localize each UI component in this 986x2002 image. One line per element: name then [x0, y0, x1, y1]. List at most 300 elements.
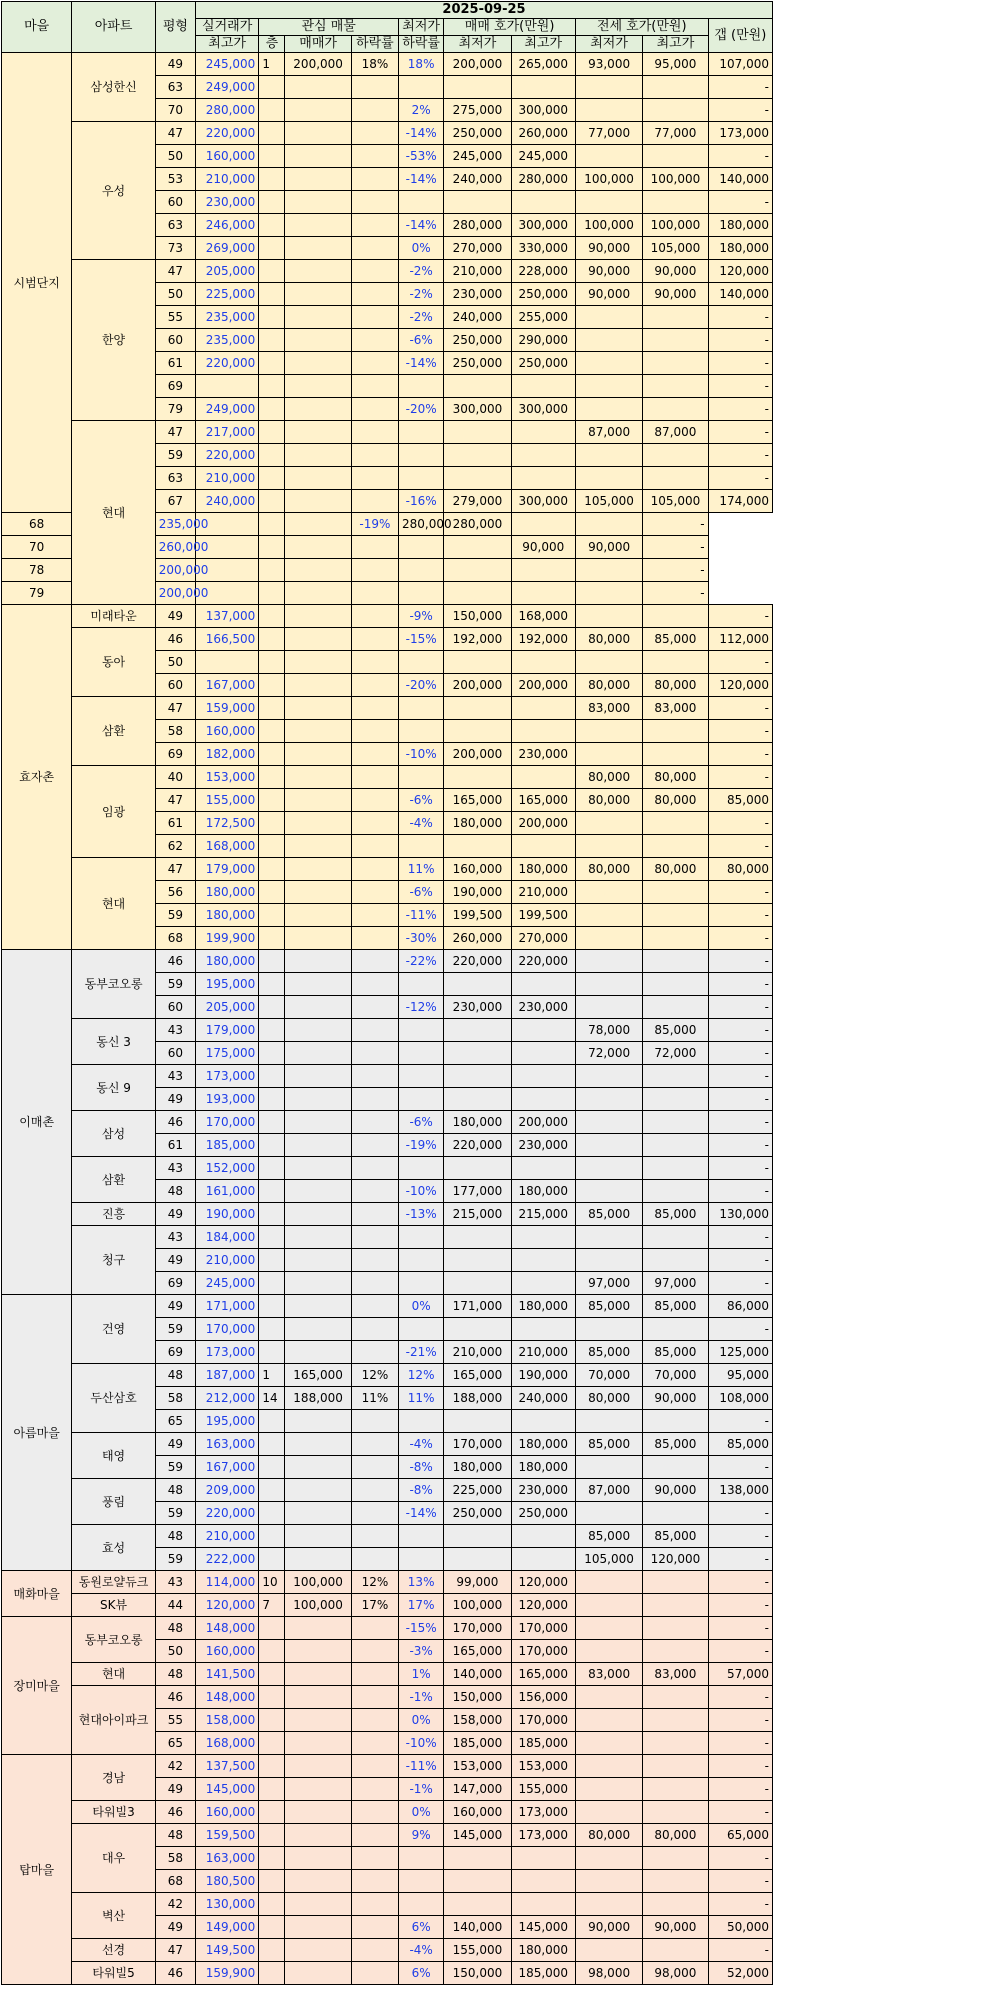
interest-price-cell — [285, 1065, 351, 1088]
interest-drop-cell — [351, 1962, 398, 1985]
jeonse-high-cell — [643, 605, 708, 628]
actual-high-cell: 245,000 — [195, 1272, 258, 1295]
drop-rate-cell — [399, 1226, 444, 1249]
sale-high-cell: 165,000 — [511, 789, 575, 812]
interest-drop-cell — [351, 1893, 398, 1916]
gap-cell: 57,000 — [708, 1663, 772, 1686]
gap-cell: 50,000 — [708, 1916, 772, 1939]
interest-price-cell — [285, 1203, 351, 1226]
interest-price-cell — [285, 950, 351, 973]
interest-drop-cell — [351, 1525, 398, 1548]
jeonse-high-cell — [643, 1870, 708, 1893]
sale-high-cell: 155,000 — [511, 1778, 575, 1801]
sale-high-cell — [511, 1065, 575, 1088]
sale-low-cell: 210,000 — [444, 260, 511, 283]
interest-price-cell — [285, 168, 351, 191]
jeonse-low-cell — [575, 1571, 642, 1594]
drop-rate-cell: 12% — [399, 1364, 444, 1387]
interest-floor-cell — [259, 1341, 285, 1364]
actual-high-cell: 173,000 — [195, 1065, 258, 1088]
jeonse-low-cell: 83,000 — [575, 1663, 642, 1686]
interest-drop-cell — [351, 1801, 398, 1824]
interest-drop-cell — [351, 1433, 398, 1456]
sale-high-cell: 230,000 — [511, 1134, 575, 1157]
drop-rate-cell: -16% — [399, 490, 444, 513]
actual-high-cell: 220,000 — [195, 122, 258, 145]
interest-price-cell — [285, 674, 351, 697]
gap-cell: - — [708, 1594, 772, 1617]
interest-drop-cell — [351, 1847, 398, 1870]
sale-low-cell — [444, 697, 511, 720]
drop-rate-cell: -2% — [399, 283, 444, 306]
table-row — [2, 1755, 773, 1778]
jeonse-high-cell — [643, 145, 708, 168]
interest-price-cell — [285, 1755, 351, 1778]
drop-rate-cell: 11% — [399, 1387, 444, 1410]
sale-high-cell — [511, 1042, 575, 1065]
interest-price-cell — [285, 1962, 351, 1985]
size-cell: 43 — [155, 1065, 195, 1088]
size-cell: 58 — [155, 1387, 195, 1410]
drop-rate-cell: -6% — [399, 789, 444, 812]
jeonse-high-cell — [643, 467, 708, 490]
sale-low-cell — [444, 76, 511, 99]
interest-floor-cell — [259, 1548, 285, 1571]
apartment-name: 삼성한신 — [72, 53, 155, 122]
gap-cell: - — [708, 1571, 772, 1594]
jeonse-low-cell — [575, 651, 642, 674]
jeonse-high-cell — [643, 1111, 708, 1134]
size-cell: 78 — [2, 559, 72, 582]
gap-cell: 120,000 — [708, 674, 772, 697]
actual-high-cell: 225,000 — [195, 283, 258, 306]
jeonse-high-cell — [643, 1502, 708, 1525]
jeonse-high-cell — [643, 1456, 708, 1479]
header-sale-high: 최고가 — [511, 36, 575, 53]
drop-rate-cell: -2% — [399, 260, 444, 283]
size-cell: 49 — [155, 1778, 195, 1801]
actual-high-cell: 130,000 — [195, 1893, 258, 1916]
size-cell: 59 — [155, 1318, 195, 1341]
interest-drop-cell — [351, 651, 398, 674]
interest-drop-cell — [351, 950, 398, 973]
actual-high-cell: 235,000 — [155, 513, 195, 536]
drop-rate-cell: -10% — [399, 1732, 444, 1755]
sale-high-cell: 250,000 — [511, 283, 575, 306]
jeonse-high-cell — [643, 812, 708, 835]
actual-high-cell: 210,000 — [195, 1525, 258, 1548]
jeonse-high-cell: 80,000 — [643, 789, 708, 812]
interest-floor-cell — [259, 260, 285, 283]
size-cell: 59 — [155, 444, 195, 467]
jeonse-high-cell — [643, 1847, 708, 1870]
actual-high-cell: 163,000 — [195, 1847, 258, 1870]
drop-rate-cell: 13% — [399, 1571, 444, 1594]
interest-floor-cell — [259, 1203, 285, 1226]
sale-low-cell: 158,000 — [444, 1709, 511, 1732]
sale-high-cell — [511, 973, 575, 996]
interest-floor-cell — [259, 1732, 285, 1755]
interest-floor-cell — [259, 996, 285, 1019]
interest-drop-cell — [351, 1065, 398, 1088]
actual-high-cell: 155,000 — [195, 789, 258, 812]
size-cell: 47 — [155, 789, 195, 812]
sale-low-cell: 165,000 — [444, 1640, 511, 1663]
interest-price-cell — [285, 697, 351, 720]
interest-price-cell — [285, 283, 351, 306]
interest-floor-cell: 1 — [259, 1364, 285, 1387]
interest-floor-cell — [259, 145, 285, 168]
gap-cell: - — [708, 1801, 772, 1824]
drop-rate-cell: -14% — [399, 352, 444, 375]
apartment-name: SK뷰 — [72, 1594, 155, 1617]
interest-price-cell — [285, 1709, 351, 1732]
drop-rate-cell — [399, 1548, 444, 1571]
table-row — [2, 1824, 773, 1847]
table-row — [2, 605, 773, 628]
sale-high-cell: 180,000 — [511, 1939, 575, 1962]
sale-low-cell: 177,000 — [444, 1180, 511, 1203]
actual-high-cell: 217,000 — [195, 421, 258, 444]
sale-high-cell — [511, 835, 575, 858]
interest-floor-cell — [259, 904, 285, 927]
gap-cell: - — [708, 1709, 772, 1732]
gap-cell: - — [708, 1065, 772, 1088]
size-cell: 79 — [155, 398, 195, 421]
jeonse-high-cell: 95,000 — [643, 53, 708, 76]
drop-rate-cell — [399, 76, 444, 99]
jeonse-low-cell — [575, 444, 642, 467]
interest-floor-cell — [259, 697, 285, 720]
interest-floor-cell — [259, 1479, 285, 1502]
sale-low-cell — [444, 835, 511, 858]
interest-drop-cell — [351, 973, 398, 996]
gap-cell: 80,000 — [708, 858, 772, 881]
interest-floor-cell — [259, 1870, 285, 1893]
jeonse-high-cell — [643, 904, 708, 927]
jeonse-high-cell: 72,000 — [643, 1042, 708, 1065]
interest-price-cell — [259, 559, 285, 582]
header-sale-low: 최저가 — [444, 36, 511, 53]
gap-cell: - — [708, 1617, 772, 1640]
sale-high-cell: 173,000 — [511, 1801, 575, 1824]
jeonse-high-cell — [643, 1318, 708, 1341]
interest-floor-cell — [259, 1226, 285, 1249]
size-cell: 73 — [155, 237, 195, 260]
actual-high-cell: 245,000 — [195, 53, 258, 76]
interest-price-cell — [259, 582, 285, 605]
actual-high-cell: 114,000 — [195, 1571, 258, 1594]
interest-floor-cell — [259, 1916, 285, 1939]
table-row — [2, 1433, 773, 1456]
size-cell: 47 — [155, 421, 195, 444]
jeonse-low-cell: 87,000 — [575, 1479, 642, 1502]
header-actual: 실거래가 — [195, 19, 258, 36]
drop-rate-cell — [399, 1249, 444, 1272]
interest-floor-cell — [259, 1663, 285, 1686]
gap-cell: - — [708, 835, 772, 858]
interest-floor-cell — [259, 1019, 285, 1042]
header-apartment: 아파트 — [72, 2, 155, 53]
sale-high-cell — [511, 1272, 575, 1295]
actual-high-cell: 240,000 — [195, 490, 258, 513]
jeonse-low-cell — [575, 1502, 642, 1525]
drop-rate-cell — [399, 444, 444, 467]
interest-drop-cell — [351, 1295, 398, 1318]
drop-rate-cell: -10% — [399, 1180, 444, 1203]
table-row — [2, 1295, 773, 1318]
table-row — [2, 421, 773, 444]
jeonse-low-cell: 80,000 — [575, 766, 642, 789]
interest-drop-cell — [351, 1410, 398, 1433]
interest-price-cell — [285, 1157, 351, 1180]
sale-low-cell: 180,000 — [444, 1111, 511, 1134]
sale-low-cell: 250,000 — [444, 329, 511, 352]
size-cell: 58 — [155, 720, 195, 743]
size-cell: 48 — [155, 1617, 195, 1640]
jeonse-low-cell: 90,000 — [575, 1916, 642, 1939]
interest-floor-cell — [259, 1180, 285, 1203]
interest-price-cell — [285, 996, 351, 1019]
sale-low-cell: 200,000 — [444, 674, 511, 697]
gap-cell: - — [708, 881, 772, 904]
interest-drop-cell — [351, 122, 398, 145]
drop-rate-cell: -9% — [399, 605, 444, 628]
sale-high-cell: 250,000 — [511, 1502, 575, 1525]
table-row — [2, 766, 773, 789]
sale-high-cell — [511, 1410, 575, 1433]
interest-price-cell — [285, 214, 351, 237]
sale-low-cell: 190,000 — [444, 881, 511, 904]
sale-low-cell — [399, 559, 444, 582]
size-cell: 46 — [155, 1962, 195, 1985]
sale-low-cell: 250,000 — [444, 352, 511, 375]
village-name: 효자촌 — [2, 605, 72, 950]
sale-low-cell — [444, 1893, 511, 1916]
table-row — [2, 1157, 773, 1180]
interest-floor-cell — [259, 214, 285, 237]
gap-cell: - — [708, 1272, 772, 1295]
sale-high-cell — [511, 1157, 575, 1180]
interest-price-cell — [285, 76, 351, 99]
interest-drop-cell: 17% — [351, 1594, 398, 1617]
gap-cell: - — [708, 1847, 772, 1870]
sale-high-cell: 170,000 — [511, 1617, 575, 1640]
gap-cell: 125,000 — [708, 1341, 772, 1364]
interest-price-cell — [285, 352, 351, 375]
actual-high-cell: 145,000 — [195, 1778, 258, 1801]
interest-drop-cell — [351, 1341, 398, 1364]
interest-drop-cell — [351, 1134, 398, 1157]
table-row — [2, 260, 773, 283]
gap-cell: - — [708, 375, 772, 398]
drop-rate-cell: -15% — [399, 628, 444, 651]
size-cell: 44 — [155, 1594, 195, 1617]
sale-low-cell: 230,000 — [444, 996, 511, 1019]
jeonse-high-cell: 97,000 — [643, 1272, 708, 1295]
jeonse-low-cell: 80,000 — [575, 674, 642, 697]
interest-price-cell — [285, 1479, 351, 1502]
sale-high-cell — [511, 1847, 575, 1870]
sale-high-cell — [511, 191, 575, 214]
apartment-name: 동부코오롱 — [72, 950, 155, 1019]
sale-high-cell: 199,500 — [511, 904, 575, 927]
interest-price-cell — [285, 881, 351, 904]
sale-low-cell: 180,000 — [444, 812, 511, 835]
interest-floor-cell — [259, 628, 285, 651]
drop-rate-cell — [399, 973, 444, 996]
interest-drop-cell — [351, 927, 398, 950]
table-row — [2, 1594, 773, 1617]
sale-low-cell — [444, 1272, 511, 1295]
drop-rate-cell — [399, 421, 444, 444]
drop-rate-cell — [399, 1410, 444, 1433]
interest-price-cell — [285, 1019, 351, 1042]
drop-rate-cell — [399, 1019, 444, 1042]
sale-low-cell: 185,000 — [444, 1732, 511, 1755]
jeonse-low-cell — [575, 881, 642, 904]
gap-cell: 138,000 — [708, 1479, 772, 1502]
interest-drop-cell — [351, 99, 398, 122]
jeonse-high-cell — [643, 651, 708, 674]
table-row — [2, 1364, 773, 1387]
sale-low-cell: 155,000 — [444, 1939, 511, 1962]
gap-cell: 85,000 — [708, 1433, 772, 1456]
sale-low-cell: 160,000 — [444, 858, 511, 881]
header-jeonse-ask: 전세 호가(만원) — [575, 19, 708, 36]
size-cell: 65 — [155, 1732, 195, 1755]
apartment-name: 삼환 — [72, 1157, 155, 1203]
interest-price-cell — [285, 1088, 351, 1111]
jeonse-high-cell: 80,000 — [643, 674, 708, 697]
gap-cell: - — [708, 743, 772, 766]
jeonse-low-cell — [575, 375, 642, 398]
gap-cell: - — [708, 1548, 772, 1571]
jeonse-high-cell: 90,000 — [643, 260, 708, 283]
interest-price-cell — [285, 1939, 351, 1962]
sale-low-cell: 270,000 — [444, 237, 511, 260]
interest-drop-cell — [351, 812, 398, 835]
drop-rate-cell: -3% — [399, 1640, 444, 1663]
jeonse-high-cell: 90,000 — [575, 536, 642, 559]
village-name: 매화마을 — [2, 1571, 72, 1617]
gap-cell: - — [643, 513, 708, 536]
interest-floor-cell — [259, 306, 285, 329]
interest-floor-cell — [259, 1824, 285, 1847]
sale-high-cell: 270,000 — [511, 927, 575, 950]
interest-drop-cell — [351, 467, 398, 490]
drop-rate-cell: -4% — [399, 812, 444, 835]
interest-floor-cell — [259, 1157, 285, 1180]
size-cell: 59 — [155, 1502, 195, 1525]
jeonse-low-cell: 77,000 — [575, 122, 642, 145]
actual-high-cell — [195, 375, 258, 398]
size-cell: 68 — [155, 927, 195, 950]
sale-high-cell — [511, 1249, 575, 1272]
interest-floor-cell — [259, 99, 285, 122]
header-lowest: 최저가 — [399, 19, 444, 36]
sale-low-cell: 150,000 — [444, 1686, 511, 1709]
actual-high-cell: 210,000 — [195, 168, 258, 191]
jeonse-high-cell: 90,000 — [643, 1916, 708, 1939]
sale-low-cell: 145,000 — [444, 1824, 511, 1847]
interest-drop-cell — [351, 1111, 398, 1134]
interest-price-cell — [285, 1272, 351, 1295]
sale-high-cell: 265,000 — [511, 53, 575, 76]
size-cell: 60 — [155, 996, 195, 1019]
jeonse-low-cell — [575, 1134, 642, 1157]
actual-high-cell: 172,500 — [195, 812, 258, 835]
interest-price-cell — [285, 1410, 351, 1433]
drop-rate-cell — [399, 697, 444, 720]
interest-drop-cell — [351, 1019, 398, 1042]
jeonse-low-cell — [575, 1847, 642, 1870]
jeonse-high-cell — [643, 973, 708, 996]
interest-drop-cell — [351, 1249, 398, 1272]
drop-rate-cell — [351, 582, 398, 605]
interest-floor-cell — [259, 858, 285, 881]
actual-high-cell: 167,000 — [195, 674, 258, 697]
drop-rate-cell: -20% — [399, 398, 444, 421]
jeonse-low-cell — [575, 467, 642, 490]
apartment-name: 경남 — [72, 1755, 155, 1801]
size-cell: 61 — [155, 352, 195, 375]
jeonse-high-cell: 85,000 — [643, 1433, 708, 1456]
sale-low-cell: 240,000 — [444, 306, 511, 329]
sale-low-cell: 220,000 — [444, 950, 511, 973]
interest-floor-cell — [259, 1042, 285, 1065]
interest-floor-cell — [259, 237, 285, 260]
sale-low-cell: 180,000 — [444, 1456, 511, 1479]
table-row — [2, 1617, 773, 1640]
actual-high-cell: 269,000 — [195, 237, 258, 260]
header-interest-drop: 하락률 — [351, 36, 398, 53]
size-cell: 47 — [155, 1939, 195, 1962]
interest-price-cell — [285, 1180, 351, 1203]
jeonse-low-cell — [575, 1732, 642, 1755]
interest-drop-cell — [351, 674, 398, 697]
gap-cell: - — [643, 582, 708, 605]
jeonse-low-cell: 80,000 — [575, 789, 642, 812]
jeonse-low-cell: 72,000 — [575, 1042, 642, 1065]
interest-floor-cell — [259, 122, 285, 145]
actual-high-cell: 200,000 — [155, 559, 195, 582]
actual-high-cell: 120,000 — [195, 1594, 258, 1617]
sale-high-cell — [511, 421, 575, 444]
sale-low-cell: 192,000 — [444, 628, 511, 651]
interest-drop-cell — [351, 283, 398, 306]
jeonse-high-cell: 105,000 — [643, 237, 708, 260]
size-cell: 63 — [155, 214, 195, 237]
interest-floor-cell — [259, 1778, 285, 1801]
table-row — [2, 1065, 773, 1088]
apartment-name: 진흥 — [72, 1203, 155, 1226]
jeonse-low-cell: 93,000 — [575, 53, 642, 76]
interest-drop-cell — [351, 628, 398, 651]
actual-high-cell: 173,000 — [195, 1341, 258, 1364]
interest-floor-cell — [259, 1410, 285, 1433]
jeonse-low-cell: 70,000 — [575, 1364, 642, 1387]
actual-high-cell: 193,000 — [195, 1088, 258, 1111]
actual-high-cell: 220,000 — [195, 1502, 258, 1525]
interest-price-cell — [285, 1341, 351, 1364]
interest-floor-cell — [259, 490, 285, 513]
drop-rate-cell: 17% — [399, 1594, 444, 1617]
interest-floor-cell — [259, 605, 285, 628]
jeonse-high-cell: 70,000 — [643, 1364, 708, 1387]
drop-rate-cell: -8% — [399, 1456, 444, 1479]
jeonse-low-cell — [575, 1111, 642, 1134]
